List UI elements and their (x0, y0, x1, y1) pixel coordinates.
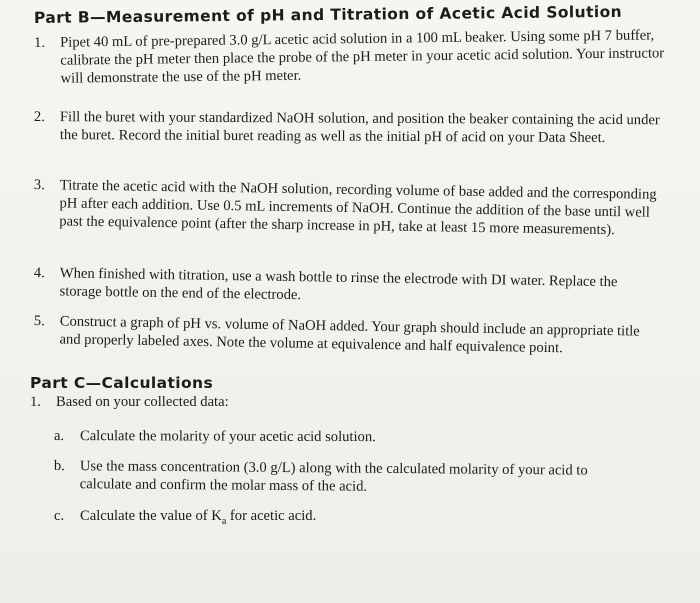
part-b-step-2 (34, 108, 674, 147)
step-number: 4. (33, 264, 45, 282)
sub-text-after: for acetic acid. (226, 508, 317, 524)
part-c-sub-c (54, 507, 614, 531)
sub-text: Use the mass concentration (3.0 g/L) along with the calculated molarity of your acid to calculate and confirm the molar mass of the acid. (79, 458, 588, 495)
part-b-step-4 (33, 264, 653, 310)
step-number: 1. (30, 394, 41, 410)
step-number: 3. (33, 176, 45, 194)
sub-letter: a. (53, 428, 65, 445)
step-number: 1. (34, 34, 46, 51)
step-text: Titrate the acetic acid with the NaOH solution, recording volume of base added and the corresponding pH after each addition. Use 0.5 mL increments of NaOH. Continue the addition of the base until well past the equivalence point (after the sharp increase in pH, take at least 15 more measurements). (59, 177, 657, 239)
sub-letter: b. (53, 457, 65, 475)
part-b-heading: Part B—Measurement of pH and Titration of Acetic Acid Solution (33, 2, 623, 27)
part-c-step-1 (30, 393, 650, 411)
step-number: 2. (33, 108, 45, 126)
subscript-a: a (221, 515, 227, 527)
sub-text (80, 507, 614, 531)
part-b-step-5 (33, 312, 654, 359)
part-c-sub-a (54, 427, 614, 447)
step-text: Based on your collected data: (56, 394, 229, 410)
step-number: 5. (33, 312, 45, 330)
sub-letter: c. (54, 508, 65, 524)
step-text: Construct a graph of pH vs. volume of NaOH added. Your graph should include an appropriate title and properly labeled axes. Note the volume at equivalence and half equivalence point. (59, 313, 640, 357)
part-c-sub-b (54, 457, 634, 498)
part-b-step-3 (33, 176, 664, 240)
part-b-step-1 (34, 26, 675, 88)
step-text: Fill the buret with your standardized NaOH solution, and position the beaker containing the acid under the buret. Record the initial buret reading as well as the initial pH of acid on your Data Sheet. (59, 109, 660, 146)
step-text: When finished with titration, use a wash bottle to rinse the electrode with DI water. Replace the storage bottle on the end of the electrode. (59, 265, 618, 304)
sub-text-before: Calculate the value of K (80, 508, 222, 524)
sub-text: Calculate the molarity of your acetic acid solution. (79, 428, 376, 446)
part-c-heading: Part C—Calculations (30, 374, 214, 392)
step-text: Pipet 40 mL of pre-prepared 3.0 g/L acetic acid solution in a 100 mL beaker. Using some pH 7 buffer, calibrate the pH meter then place the probe of the pH meter in your acetic acid solution. Your instructor will demonstrate the use of the pH meter. (60, 27, 665, 87)
